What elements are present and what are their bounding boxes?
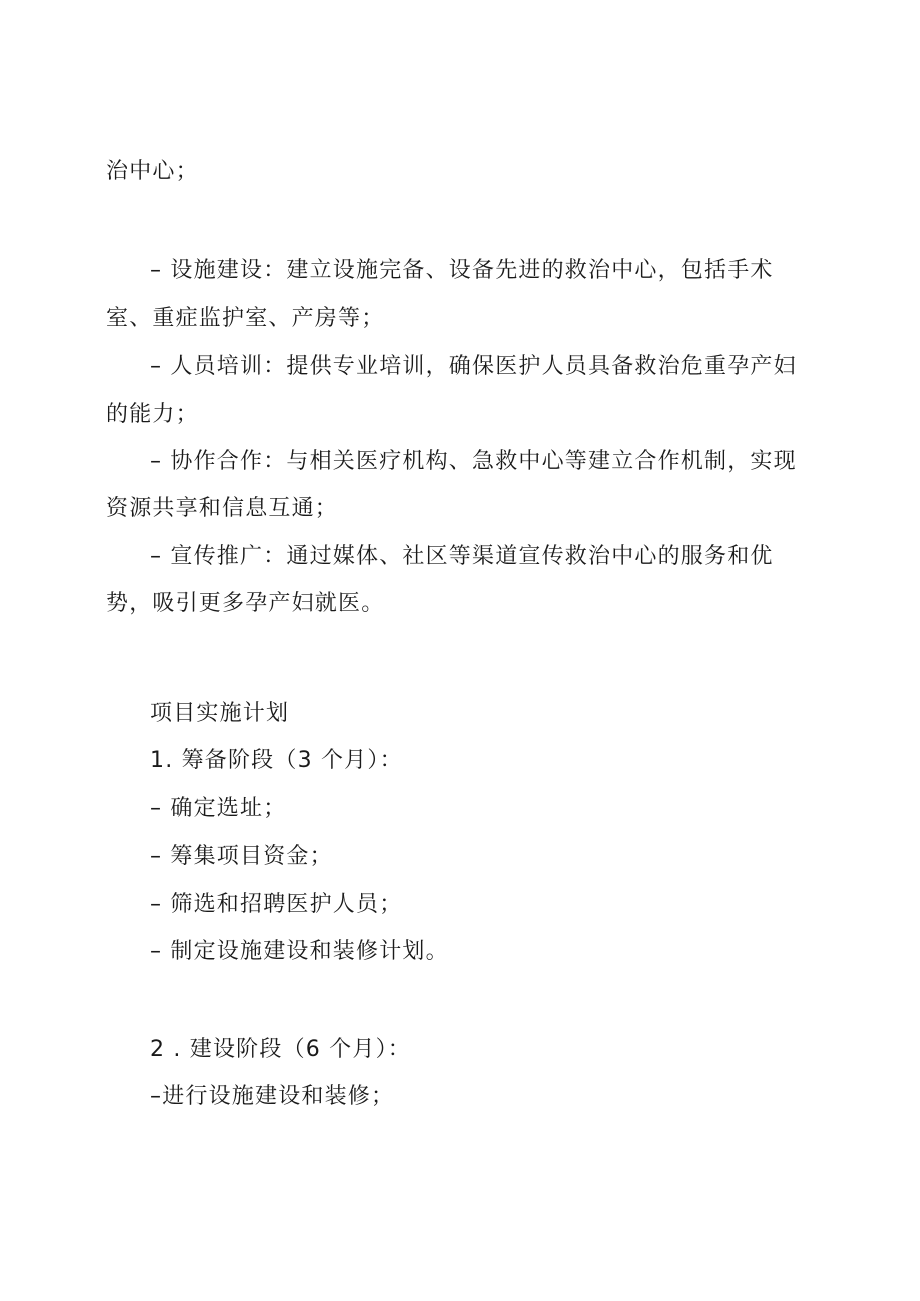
- phase-1-item: – 制定设施建设和装修计划。: [150, 939, 449, 964]
- phase-1-item: – 筛选和招聘医护人员；: [150, 892, 403, 917]
- phase-2-heading: 2 . 建设阶段（6 个月）：: [150, 1037, 411, 1062]
- phase-1-item: – 筹集项目资金；: [150, 844, 333, 869]
- phase-1-heading: 1. 筹备阶段（3 个月）：: [150, 748, 403, 773]
- bullet-facility-construction: – 设施建设：建立设施完备、设备先进的救治中心，包括手术: [150, 258, 774, 283]
- bullet-staff-training-cont: 的能力；: [106, 402, 199, 427]
- bullet-promotion: – 宣传推广：通过媒体、社区等渠道宣传救治中心的服务和优: [150, 544, 774, 569]
- bullet-cooperation-cont: 资源共享和信息互通；: [106, 496, 339, 521]
- phase-2-item: –进行设施建设和装修；: [150, 1084, 395, 1109]
- bullet-facility-construction-cont: 室、重症监护室、产房等；: [106, 306, 385, 331]
- bullet-cooperation: – 协作合作：与相关医疗机构、急救中心等建立合作机制，实现: [150, 449, 797, 474]
- paragraph-line: 治中心；: [106, 159, 199, 184]
- section-heading-implementation-plan: 项目实施计划: [150, 701, 290, 726]
- phase-1-item: – 确定选址；: [150, 796, 287, 821]
- bullet-staff-training: – 人员培训：提供专业培训，确保医护人员具备救治危重孕产妇: [150, 354, 797, 379]
- bullet-promotion-cont: 势，吸引更多孕产妇就医。: [106, 591, 385, 616]
